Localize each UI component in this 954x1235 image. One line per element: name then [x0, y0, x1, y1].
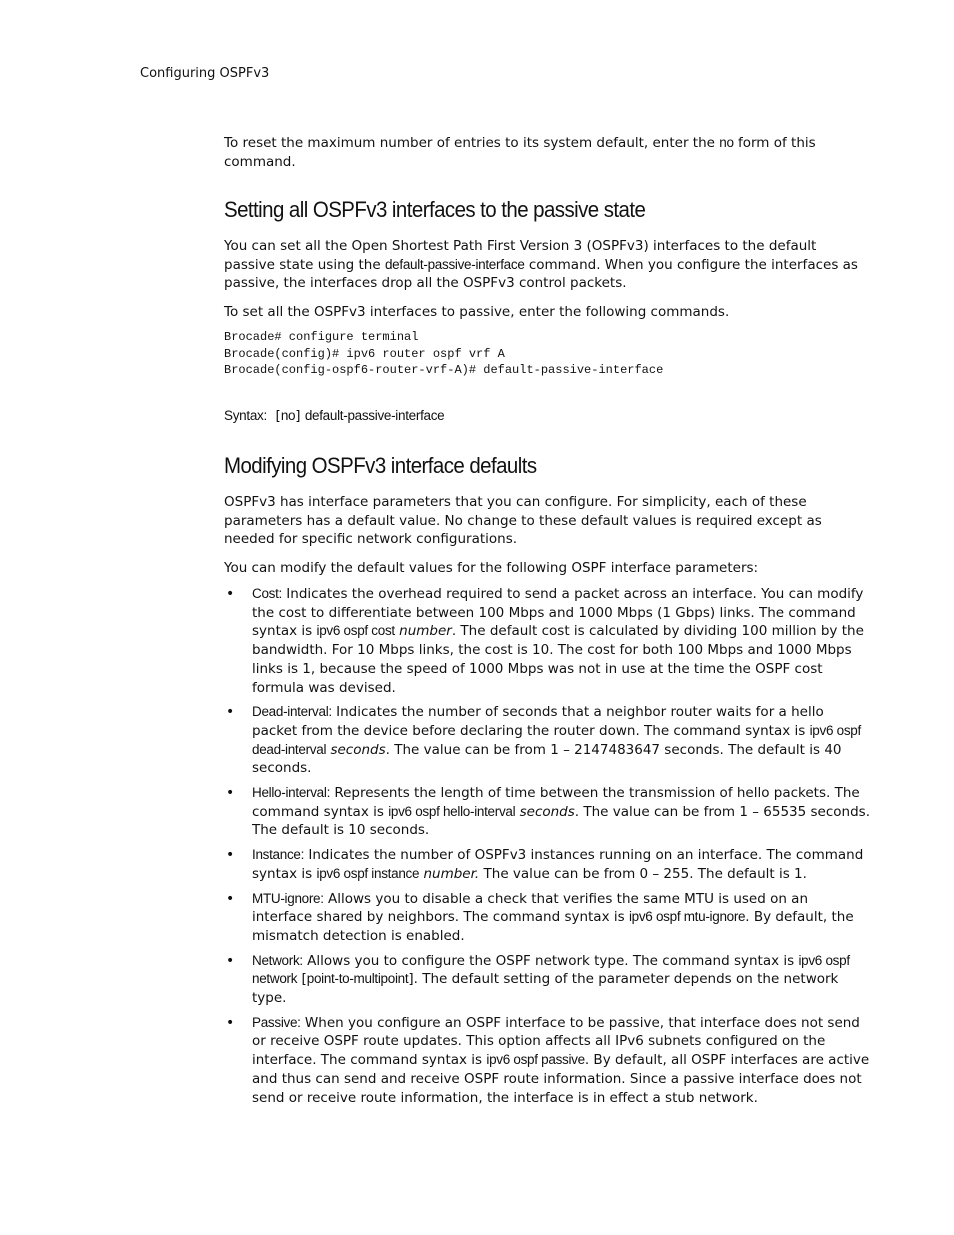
- term: MTU-ignore:: [252, 890, 324, 906]
- command: ipv6 ospf hello-interval: [388, 803, 516, 819]
- list-item: [224, 1014, 870, 1108]
- section2-paragraph-2: You can modify the default values for the following OSPF interface parameters:: [224, 559, 759, 576]
- code-line: Brocade# configure terminal: [224, 330, 419, 344]
- syntax-command: default-passive-interface: [304, 407, 445, 423]
- term: Passive:: [252, 1014, 301, 1030]
- para-text: You can set all the Open Shortest Path First Version 3 (OSPFv3) interfaces to the default passive state using the: [224, 238, 817, 273]
- item-text-end: . The default cost is calculated by dividing 100 million by the bandwidth. For 10 Mbps links, the cost is 10. The cost for both 100 Mbps and 1000 Mbps links is 1, because the speed of 1000 Mbps was not in use at the time the OSPF cost formula was devised.: [252, 623, 864, 696]
- section1-paragraph-1: [224, 237, 870, 293]
- item-text-mid: [: [297, 971, 307, 988]
- item-text-end: . The value can be from 1 – 65535 seconds. The default is 10 seconds.: [252, 803, 870, 839]
- argument: seconds: [326, 741, 386, 758]
- item-text-end: . The value can be from 1 – 2147483647 seconds. The default is 40 seconds.: [252, 741, 842, 777]
- item-text: Indicates the number of OSPFv3 instances running on an interface. The command syntax is: [252, 847, 864, 882]
- running-header: Configuring OSPFv3: [140, 66, 270, 81]
- list-item: [224, 585, 870, 697]
- syntax-no: no: [280, 407, 296, 423]
- item-text-end: . By default, the mismatch detection is enabled.: [252, 909, 854, 944]
- list-item: [224, 703, 870, 778]
- code-line: Brocade(config-ospf6-router-vrf-A)# default-passive-interface: [224, 363, 664, 377]
- term: Network:: [252, 952, 303, 968]
- code-line: Brocade(config)# ipv6 router ospf vrf A: [224, 346, 505, 361]
- term: Hello-interval:: [252, 785, 331, 801]
- intro-paragraph: [224, 134, 870, 171]
- term: Cost:: [252, 586, 283, 601]
- list-item: [224, 784, 870, 840]
- argument: seconds: [515, 803, 575, 820]
- command: ipv6 ospf passive: [486, 1052, 585, 1068]
- bullet-icon: •: [226, 847, 235, 864]
- code-block: [224, 329, 870, 379]
- bullet-icon: •: [226, 952, 235, 969]
- page-content: [224, 134, 870, 1113]
- section-heading-interface-defaults: Modifying OSPFv3 interface defaults: [224, 453, 537, 478]
- item-text-end: ]. The default setting of the parameter depends on the network type.: [252, 971, 839, 1007]
- para-text-end: command. When you configure the interfaces as passive, the interfaces drop all the OSPFv3 control packets.: [224, 256, 858, 291]
- term: Dead-interval:: [252, 704, 332, 720]
- section-heading-passive-state: Setting all OSPFv3 interfaces to the passive state: [224, 197, 646, 222]
- argument: number: [394, 623, 452, 640]
- item-text: Allows you to disable a check that verifies the same MTU is used on an interface shared by neighbors. The command syntax is: [252, 890, 809, 926]
- syntax-line: [224, 407, 870, 426]
- item-text: When you configure an OSPF interface to be passive, that interface does not send or receive OSPF route updates. This option affects all IPv6 subnets configured on the interface. The command syntax is: [252, 1014, 860, 1069]
- command: ipv6 ospf dead-interval: [252, 722, 861, 757]
- item-text: Allows you to configure the OSPF network type. The command syntax is: [302, 952, 799, 969]
- command: ipv6 ospf cost: [316, 623, 395, 639]
- command: ipv6 ospf instance: [316, 865, 420, 881]
- syntax-label: Syntax:: [224, 407, 267, 423]
- intro-text: To reset the maximum number of entries to its system default, enter the: [224, 135, 720, 151]
- item-text-end: The value can be from 0 – 255. The default is 1.: [479, 865, 807, 882]
- syntax-bracket-open: [: [275, 407, 281, 424]
- bullet-icon: •: [226, 1014, 235, 1031]
- intro-keyword: no: [719, 135, 734, 150]
- item-text: Indicates the number of seconds that a neighbor router waits for a hello packet from the device before declaring the router down. The command syntax is: [252, 704, 824, 739]
- command: ipv6 ospf network: [252, 952, 850, 987]
- list-item: [224, 846, 870, 883]
- list-item: [224, 952, 870, 1008]
- bullet-icon: •: [226, 785, 235, 802]
- term: Instance:: [252, 847, 305, 863]
- parameter-list: [224, 585, 870, 1107]
- bullet-icon: •: [226, 890, 235, 907]
- syntax-bracket-close: ]: [295, 407, 301, 424]
- item-text: Indicates the overhead required to send a packet across an interface. You can modify the cost to differentiate between 100 Mbps and 1000 Mbps (1 Gbps) links. The command syntax is: [252, 586, 864, 640]
- item-text: Represents the length of time between the transmission of hello packets. The command syntax is: [252, 785, 860, 820]
- section2-paragraph-1: OSPFv3 has interface parameters that you can configure. For simplicity, each of these parameters has a default value. No change to these default values is required except as needed for specific network configurations.: [224, 494, 822, 547]
- list-item: [224, 890, 870, 946]
- command-keyword: default-passive-interface: [384, 256, 525, 272]
- command: ipv6 ospf mtu-ignore: [628, 909, 746, 925]
- bullet-icon: •: [226, 704, 235, 721]
- intro-text-end: form of this command.: [224, 135, 816, 170]
- bullet-icon: •: [226, 586, 235, 602]
- section1-paragraph-2: To set all the OSPFv3 interfaces to passive, enter the following commands.: [224, 303, 730, 320]
- command-option: point-to-multipoint: [306, 971, 409, 987]
- item-text-end: . By default, all OSPF interfaces are active and thus can send and receive OSPF route information. Since a passive interface does not send or receive route information, the interface is in effect a stub network.: [252, 1052, 870, 1106]
- argument: number.: [419, 865, 480, 882]
